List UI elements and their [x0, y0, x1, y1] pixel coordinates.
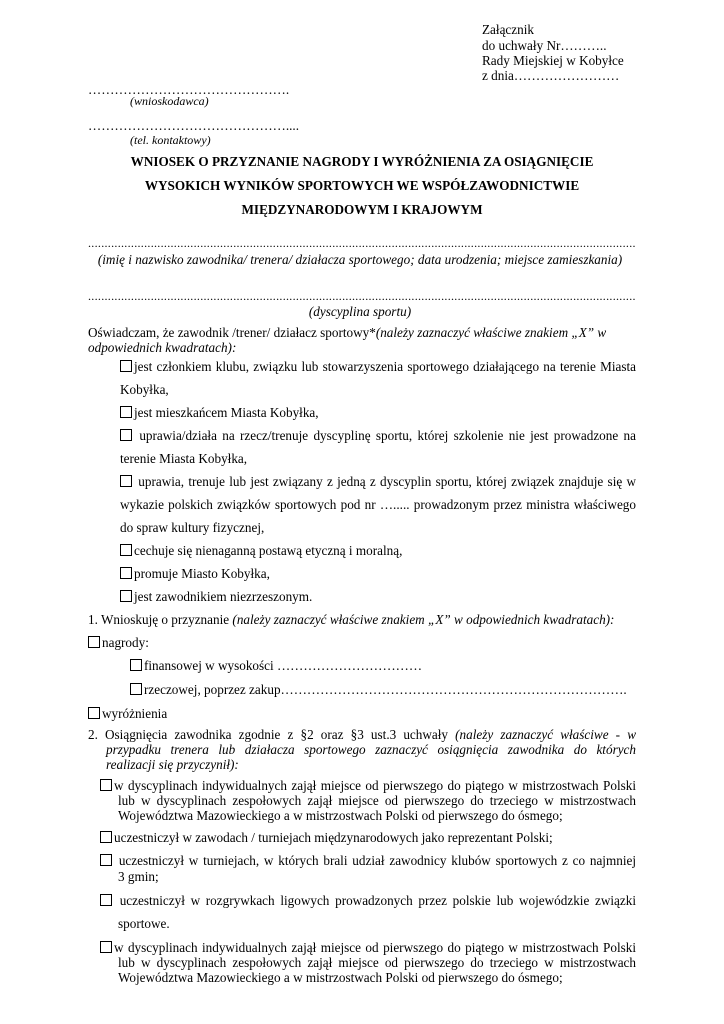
header-line: do uchwały Nr……….. — [482, 38, 607, 53]
section1-note: (należy zaznaczyć właściwe znakiem „X” w odpowiednich kwadratach): — [232, 612, 615, 627]
applicant-label: (wnioskodawca) — [130, 94, 209, 108]
achievement-item-continuation: Województwa Mazowieckiego a w mistrzostwach Polski od pierwszego do ósmego; — [118, 808, 563, 823]
checkbox[interactable] — [100, 854, 112, 866]
achievement-item[interactable]: w dyscyplinach indywidualnych zajął miejsce od pierwszego do piątego w mistrzostwach Polski — [100, 778, 636, 794]
checkbox[interactable] — [100, 779, 112, 791]
checkbox[interactable] — [130, 683, 142, 695]
declaration-text: Oświadczam, że zawodnik /trener/ działacz sportowy* — [88, 325, 376, 340]
declaration-item[interactable]: jest zawodnikiem niezrzeszonym. — [120, 589, 312, 605]
header-line: Załącznik — [482, 22, 534, 37]
page-title: MIĘDZYNARODOWYM I KRAJOWYM — [241, 202, 483, 217]
declaration-item[interactable]: jest mieszkańcem Miasta Kobyłka, — [120, 405, 319, 421]
declaration-item-continuation: do spraw kultury fizycznej, — [120, 520, 265, 535]
declaration-paragraph — [88, 325, 636, 355]
declaration-item[interactable]: jest członkiem klubu, związku lub stowarzyszenia sportowego działającego na terenie Miasta — [120, 359, 636, 375]
page-title: WNIOSEK O PRZYZNANIE NAGRODY I WYRÓŻNIENIA ZA OSIĄGNIĘCIE — [130, 154, 594, 169]
achievement-item[interactable]: uczestniczył w turniejach, w których brali udział zawodnicy klubów sportowych z co najmniej — [100, 853, 636, 869]
declaration-item-continuation: terenie Miasta Kobyłka, — [120, 451, 248, 466]
checkbox[interactable] — [100, 941, 112, 953]
achievement-item-continuation: sportowe. — [118, 916, 170, 931]
discipline-dotted-line: ...................................................................................................................................................................... — [88, 289, 636, 303]
section2-note: realizacji się przyczynił): — [106, 757, 239, 772]
discipline-label: (dyscyplina sportu) — [308, 304, 412, 319]
checkbox[interactable] — [130, 659, 142, 671]
checkbox[interactable] — [120, 475, 132, 487]
checkbox[interactable] — [100, 831, 112, 843]
checkbox[interactable] — [120, 360, 132, 372]
achievement-item[interactable]: uczestniczył w zawodach / turniejach międzynarodowych jako reprezentant Polski; — [100, 830, 553, 846]
achievement-item-continuation: 3 gmin; — [118, 869, 159, 884]
person-label: (imię i nazwisko zawodnika/ trenera/ działacza sportowego; data urodzenia; miejsce zamieszkania) — [97, 252, 623, 267]
checkbox[interactable] — [88, 707, 100, 719]
achievement-item-continuation: lub w dyscyplinach zespołowych zajął miejsce od pierwszego do trzeciego w mistrzostwach — [118, 955, 636, 970]
header-line: z dnia…………………… — [482, 68, 620, 83]
achievement-item-continuation: Województwa Mazowieckiego a w mistrzostwach Polski od pierwszego do ósmego; — [118, 970, 563, 985]
material-option[interactable]: rzeczowej, poprzez zakup……………………………………………………………………. — [130, 682, 627, 698]
declaration-item[interactable]: promuje Miasto Kobyłka, — [120, 566, 270, 582]
declaration-note: (należy zaznaczyć właściwe znakiem „X” w odpowiednich kwadratach): — [88, 325, 607, 355]
distinction-option[interactable]: wyróżnienia — [88, 706, 167, 722]
achievement-item[interactable]: w dyscyplinach indywidualnych zajął miejsce od pierwszego do piątego w mistrzostwach Polski — [100, 940, 636, 956]
achievement-item[interactable]: uczestniczył w rozgrywkach ligowych prowadzonych przez polskie lub wojewódzkie związki — [100, 893, 636, 909]
declaration-item[interactable]: uprawia/działa na rzecz/trenuje dyscyplinę sportu, której szkolenie nie jest prowadzone na — [120, 428, 636, 444]
checkbox[interactable] — [120, 567, 132, 579]
header-line: Rady Miejskiej w Kobyłce — [482, 53, 624, 68]
award-option[interactable]: nagrody: — [88, 635, 149, 651]
checkbox[interactable] — [120, 429, 132, 441]
applicant-line: ………………………………………. — [88, 82, 290, 97]
checkbox[interactable] — [100, 894, 112, 906]
section1-heading: 1. Wnioskuję o przyznanie (należy zaznaczyć właściwe znakiem „X” w odpowiednich kwadratach): — [88, 612, 615, 627]
declaration-item[interactable]: uprawia, trenuje lub jest związany z jedną z dyscyplin sportu, której związek znajduje się w — [120, 474, 636, 490]
section2-note: przypadku trenera lub działacza sportowego zaznaczyć osiągnięcia zawodnika do których — [106, 742, 636, 757]
person-dotted-line: ...................................................................................................................................................................... — [88, 236, 636, 250]
page-title: WYSOKICH WYNIKÓW SPORTOWYCH WE WSPÓŁZAWODNICTWIE — [144, 178, 580, 193]
phone-label: (tel. kontaktowy) — [130, 133, 211, 147]
declaration-item-continuation: wykazie polskich związków sportowych pod nr …..... prowadzonym przez ministra właściwego — [120, 497, 636, 512]
checkbox[interactable] — [120, 544, 132, 556]
achievement-item-continuation: lub w dyscyplinach zespołowych zajął miejsce od pierwszego do trzeciego w mistrzostwach — [118, 793, 636, 808]
section2-heading: 2. Osiągnięcia zawodnika zgodnie z §2 oraz §3 ust.3 uchwały (należy zaznaczyć właściwe - w — [88, 727, 636, 742]
checkbox[interactable] — [120, 406, 132, 418]
checkbox[interactable] — [120, 590, 132, 602]
checkbox[interactable] — [88, 636, 100, 648]
financial-option[interactable]: finansowej w wysokości …………………………… — [130, 658, 422, 674]
declaration-item[interactable]: cechuje się nienaganną postawą etyczną i moralną, — [120, 543, 402, 559]
declaration-item-continuation: Kobyłka, — [120, 382, 169, 397]
phone-line: ……………………………………….... — [88, 118, 299, 133]
